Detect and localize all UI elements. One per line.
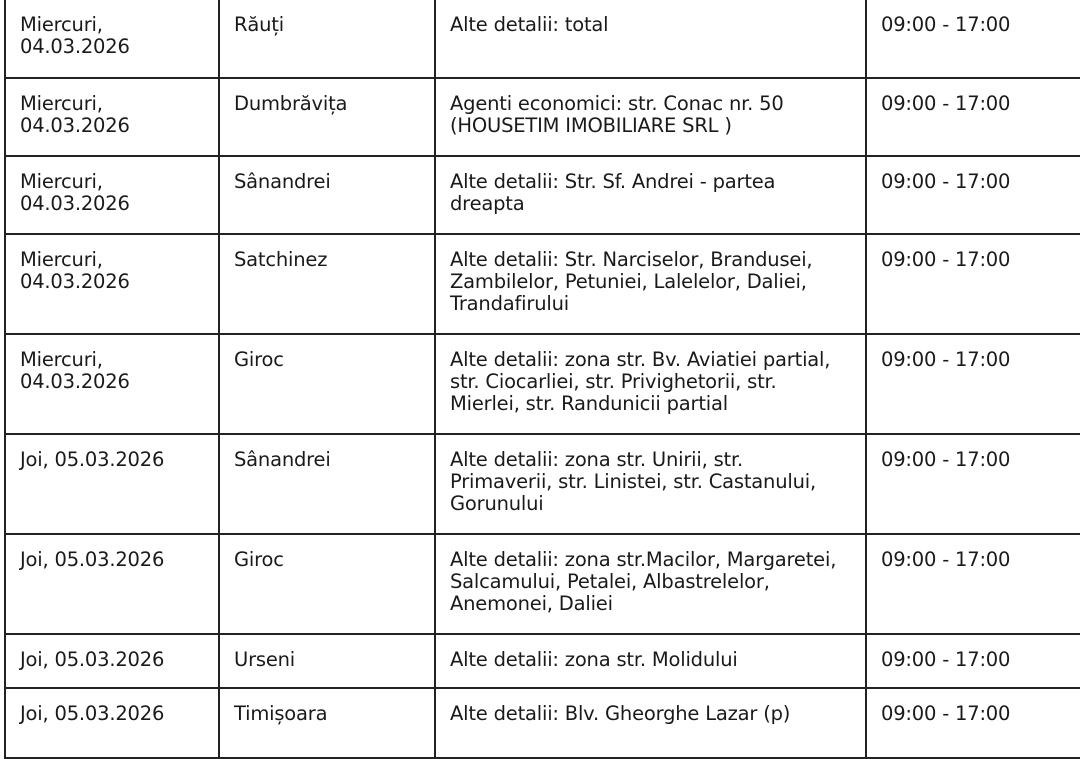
date-cell: Miercuri, 04.03.2026 xyxy=(5,156,219,234)
table-row xyxy=(5,78,1080,156)
details-cell: Alte detalii: Str. Narciselor, Brandusei, Zambilelor, Petuniei, Lalelelor, Daliei, Trandafirului xyxy=(435,234,866,334)
location-cell: Satchinez xyxy=(219,234,435,334)
table-row xyxy=(5,534,1080,634)
location-cell: Dumbrăvița xyxy=(219,78,435,156)
date-cell: Joi, 05.03.2026 xyxy=(5,434,219,534)
hours-cell: 09:00 - 17:00 xyxy=(866,78,1080,156)
location-cell: Sânandrei xyxy=(219,156,435,234)
details-cell: Alte detalii: total xyxy=(435,0,866,78)
table-row xyxy=(5,688,1080,758)
outage-schedule-table xyxy=(4,0,1080,759)
table-row xyxy=(5,156,1080,234)
date-cell: Joi, 05.03.2026 xyxy=(5,688,219,758)
hours-cell: 09:00 - 17:00 xyxy=(866,434,1080,534)
date-cell: Miercuri, 04.03.2026 xyxy=(5,78,219,156)
table-row xyxy=(5,334,1080,434)
details-cell: Alte detalii: zona str. Bv. Aviatiei partial, str. Ciocarliei, str. Privighetorii, str. Mierlei, str. Randunicii partial xyxy=(435,334,866,434)
hours-cell: 09:00 - 17:00 xyxy=(866,334,1080,434)
table-row xyxy=(5,234,1080,334)
location-cell: Giroc xyxy=(219,334,435,434)
details-cell: Alte detalii: zona str. Unirii, str. Primaverii, str. Linistei, str. Castanului, Gorunului xyxy=(435,434,866,534)
location-cell: Timișoara xyxy=(219,688,435,758)
hours-cell: 09:00 - 17:00 xyxy=(866,234,1080,334)
table-row xyxy=(5,634,1080,688)
location-cell: Giroc xyxy=(219,534,435,634)
hours-cell: 09:00 - 17:00 xyxy=(866,0,1080,78)
date-cell: Miercuri, 04.03.2026 xyxy=(5,0,219,78)
date-cell: Miercuri, 04.03.2026 xyxy=(5,234,219,334)
hours-cell: 09:00 - 17:00 xyxy=(866,156,1080,234)
details-cell: Agenti economici: str. Conac nr. 50 (HOUSETIM IMOBILIARE SRL ) xyxy=(435,78,866,156)
table-row xyxy=(5,434,1080,534)
details-cell: Alte detalii: zona str. Molidului xyxy=(435,634,866,688)
location-cell: Urseni xyxy=(219,634,435,688)
table-row xyxy=(5,0,1080,78)
location-cell: Răuți xyxy=(219,0,435,78)
date-cell: Joi, 05.03.2026 xyxy=(5,634,219,688)
hours-cell: 09:00 - 17:00 xyxy=(866,634,1080,688)
hours-cell: 09:00 - 17:00 xyxy=(866,688,1080,758)
details-cell: Alte detalii: Str. Sf. Andrei - partea dreapta xyxy=(435,156,866,234)
hours-cell: 09:00 - 17:00 xyxy=(866,534,1080,634)
details-cell: Alte detalii: zona str.Macilor, Margaretei, Salcamului, Petalei, Albastrelelor, Anemonei, Daliei xyxy=(435,534,866,634)
location-cell: Sânandrei xyxy=(219,434,435,534)
date-cell: Joi, 05.03.2026 xyxy=(5,534,219,634)
details-cell: Alte detalii: Blv. Gheorghe Lazar (p) xyxy=(435,688,866,758)
date-cell: Miercuri, 04.03.2026 xyxy=(5,334,219,434)
